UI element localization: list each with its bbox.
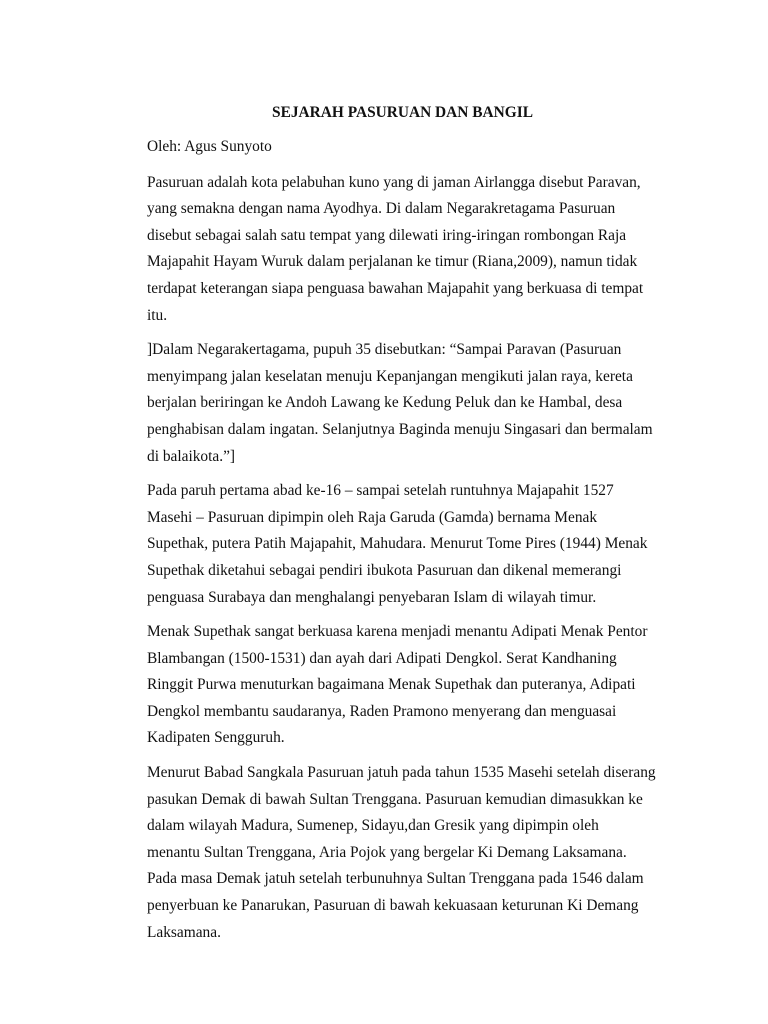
text-line: Menak Supethak sangat berkuasa karena menjadi menantu Adipati Menak Pentor <box>147 623 648 641</box>
text-line: menyimpang jalan keselatan menuju Kepanjangan mengikuti jalan raya, kereta <box>147 367 633 385</box>
paragraph <box>147 619 650 752</box>
text-line: penghabisan dalam ingatan. Selanjutnya Baginda menuju Singasari dan bermalam <box>147 420 653 438</box>
text-line: Pada masa Demak jatuh setelah terbunuhnya Sultan Trenggana pada 1546 dalam <box>147 870 644 888</box>
text-line: Kadipaten Sengguruh. <box>147 729 285 747</box>
text-line: menantu Sultan Trenggana, Aria Pojok yang bergelar Ki Demang Laksamana. <box>147 843 627 861</box>
paragraph <box>147 760 656 946</box>
text-line: Supethak diketahui sebagai pendiri ibukota Pasuruan dan dikenal memerangi <box>147 561 622 579</box>
text-line: Majapahit Hayam Wuruk dalam perjalanan ke timur (Riana,2009), namun tidak <box>147 253 638 271</box>
text-line: Masehi – Pasuruan dipimpin oleh Raja Garuda (Gamda) bernama Menak <box>147 508 598 526</box>
text-line: di balaikota.”] <box>147 447 236 465</box>
text-line: Blambangan (1500-1531) dan ayah dari Adipati Dengkol. Serat Kandhaning <box>147 649 617 667</box>
text-line: Laksamana. <box>147 923 221 941</box>
text-line: yang semakna dengan nama Ayodhya. Di dalam Negarakretagama Pasuruan <box>147 200 616 218</box>
text-line: Pada paruh pertama abad ke-16 – sampai setelah runtuhnya Majapahit 1527 <box>147 482 614 500</box>
text-line: Ringgit Purwa menuturkan bagaimana Menak Supethak dan puteranya, Adipati <box>147 676 636 694</box>
text-line: Dengkol membantu saudaranya, Raden Pramono menyerang dan menguasai <box>147 702 617 720</box>
text-line: dalam wilayah Madura, Sumenep, Sidayu,dan Gresik yang dipimpin oleh <box>147 817 599 835</box>
text-line: berjalan beriringan ke Andoh Lawang ke Kedung Peluk dan ke Hambal, desa <box>147 394 623 412</box>
text-line: Pasuruan adalah kota pelabuhan kuno yang di jaman Airlangga disebut Paravan, <box>147 173 641 191</box>
paragraph <box>147 337 653 470</box>
text-line: pasukan Demak di bawah Sultan Trenggana. Pasuruan kemudian dimasukkan ke <box>147 790 643 808</box>
text-line: disebut sebagai salah satu tempat yang dilewati iring-iringan rombongan Raja <box>147 226 627 244</box>
text-line: Supethak, putera Patih Majapahit, Mahudara. Menurut Tome Pires (1944) Menak <box>147 535 648 553</box>
paragraph <box>147 170 650 330</box>
document-author: Oleh: Agus Sunyoto <box>147 138 272 155</box>
text-line: itu. <box>147 306 168 324</box>
document-title: SEJARAH PASURUAN DAN BANGIL <box>272 104 533 121</box>
paragraph <box>147 478 650 611</box>
text-line: penyerbuan ke Panarukan, Pasuruan di bawah kekuasaan keturunan Ki Demang <box>147 897 639 915</box>
text-line: ]Dalam Negarakertagama, pupuh 35 disebutkan: “Sampai Paravan (Pasuruan <box>147 341 622 359</box>
text-line: penguasa Surabaya dan menghalangi penyebaran Islam di wilayah timur. <box>147 588 597 606</box>
text-line: terdapat keterangan siapa penguasa bawahan Majapahit yang berkuasa di tempat <box>147 279 644 297</box>
text-line: Menurut Babad Sangkala Pasuruan jatuh pada tahun 1535 Masehi setelah diserang <box>147 764 656 782</box>
